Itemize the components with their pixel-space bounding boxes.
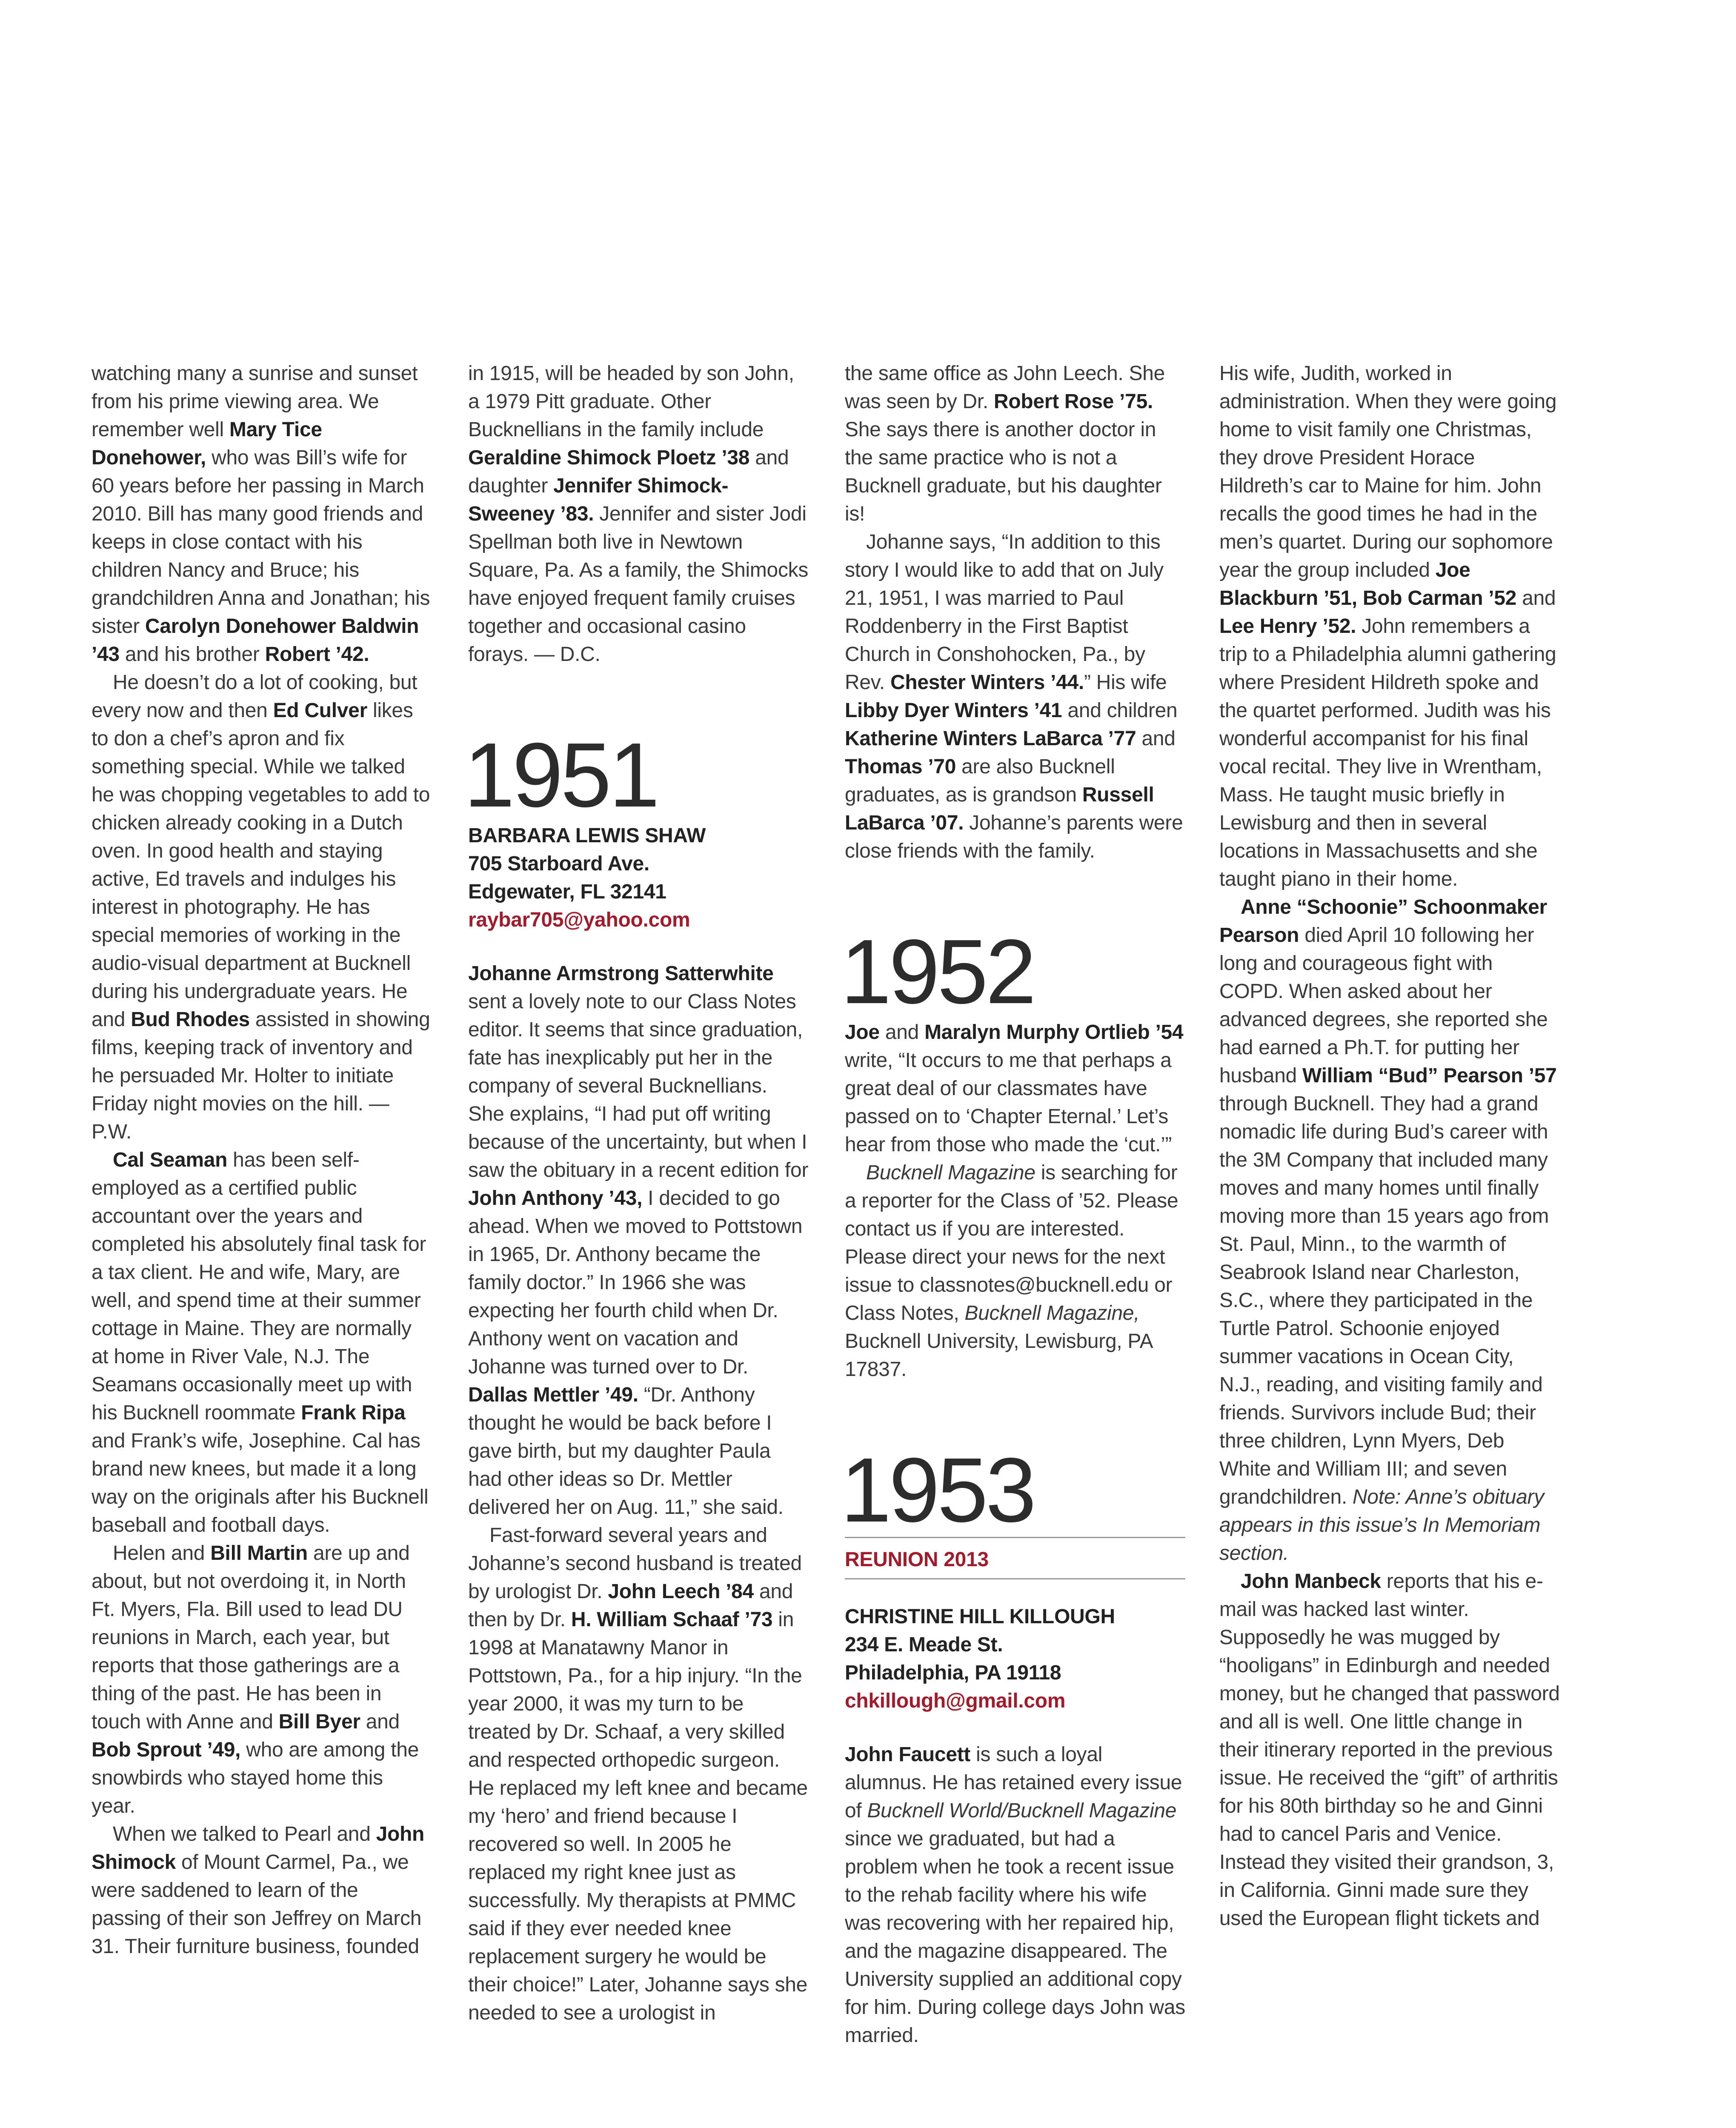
paragraph: John Manbeck reports that his e-mail was hacked last winter. Supposedly he was mugged by “hooligans” in Edinburgh and needed money, but he changed that password and all is well. One little change in their itinerary reported in the previous issue. He received the “gift” of arthritis for his 80th birthday so he and Ginni had to cancel Paris and Venice. Instead they visited their grandson, 3, in California. Ginni made sure they used the European flight tickets and bbox=[1219, 1570, 1560, 1930]
column-3 bbox=[841, 360, 1185, 2050]
paragraph: Johanne says, “In addition to this story I would like to add that on July 21, 1951, I was married to Paul Roddenberry in the First Baptist Church in Conshohocken, Pa., by Rev. Chester Winters ’44.” His wife Libby Dyer Winters ’41 and children Katherine Winters LaBarca ’77 and Thomas ’70 are also Bucknell graduates, as is grandson Russell LaBarca ’07. Johanne’s parents were close friends with the family. bbox=[845, 531, 1183, 862]
paragraph: Fast-forward several years and Johanne’s second husband is treated by urologist Dr. John Leech ’84 and then by Dr. H. William Schaaf ’73 in 1998 at Manatawny Manor in Pottstown, Pa., for a hip injury. “In the year 2000, it was my turn to be treated by Dr. Schaaf, a very skilled and respected orthopedic surgeon. He replaced my left knee and became my ‘hero’ and friend because I recovered so well. In 2005 he replaced my right knee just as successfully. My therapists at PMMC said if they ever needed knee replacement surgery he would be their choice!” Later, Johanne says she needed to see a urologist in bbox=[468, 1524, 808, 2024]
classmate-name: Katherine Winters LaBarca ’77 bbox=[845, 727, 1136, 750]
classmate-name: William “Bud” Pearson ’57 bbox=[1302, 1064, 1557, 1087]
classmate-name: Geraldine Shimock Ploetz ’38 bbox=[468, 446, 750, 469]
classmate-name: Bill Martin bbox=[210, 1542, 308, 1565]
column-2 bbox=[464, 360, 809, 2027]
paragraph: the same office as John Leech. She was seen by Dr. Robert Rose ’75. She says there is another doctor in the same practice who is not a Bucknell graduate, but his daughter is! bbox=[845, 362, 1165, 525]
reporter-email-link[interactable]: chkillough@gmail.com bbox=[845, 1690, 1066, 1712]
reporter-name: BARBARA LEWIS SHAW bbox=[468, 824, 706, 847]
paragraph: Bucknell Magazine is searching for a reporter for the Class of ’52. Please contact us if you are interested. Please direct your news for the next issue to classnotes@bucknell.edu or Class Notes, Bucknell Magazine, Bucknell University, Lewisburg, PA 17837. bbox=[845, 1161, 1178, 1381]
classmate-name: Bill Byer bbox=[278, 1710, 360, 1733]
paragraph: His wife, Judith, worked in administration. When they were going home to visit family one Christmas, they drove President Horace Hildreth’s car to Maine for him. John recalls the good times he had in the men’s quartet. During our sophomore year the group included Joe Blackburn ’51, Bob Carman ’52 and Lee Henry ’52. John remembers a trip to a Philadelphia alumni gathering where President Hildreth spoke and the quartet performed. Judith was his wonderful accompanist for his final vocal recital. They live in Wrentham, Mass. He taught music briefly in Lewisburg and then in several locations in Massachusetts and she taught piano in their home. bbox=[1219, 362, 1557, 890]
paragraph: He doesn’t do a lot of cooking, but every now and then Ed Culver likes to don a chef’s apron and fix something special. While we talked he was chopping vegetables to add to chicken already cooking in a Dutch oven. In good health and staying active, Ed travels and indulges his interest in photography. He has special memories of working in the audio-visual department at Bucknell during his undergraduate years. He and Bud Rhodes assisted in showing films, keeping track of inventory and he persuaded Mr. Holter to initiate Friday night movies on the hill. — P.W. bbox=[92, 671, 430, 1143]
reunion-label: REUNION 2013 bbox=[845, 1548, 989, 1571]
classmate-name: Thomas ’70 bbox=[845, 755, 956, 778]
paragraph: in 1915, will be headed by son John, a 1979 Pitt graduate. Other Bucknellians in the family include Geraldine Shimock Ploetz ’38 and daughter Jennifer Shimock-Sweeney ’83. Jennifer and sister Jodi Spellman both live in Newtown Square, Pa. As a family, the Shimocks have enjoyed frequent family cruises together and occasional casino forays. — D.C. bbox=[468, 362, 809, 666]
classmate-name: Lee Henry ’52. bbox=[1219, 615, 1356, 638]
classmate-name: Libby Dyer Winters ’41 bbox=[845, 699, 1062, 722]
classmate-name: Russell LaBarca ’07. bbox=[845, 784, 1154, 834]
paragraph: John Faucett is such a loyal alumnus. He has retained every issue of Bucknell World/Bucknell Magazine since we graduated, but had a problem when he took a recent issue to the rehab facility where his wife was recovering with her repaired hip, and the magazine disappeared. The University supplied an additional copy for him. During college days John was married. bbox=[845, 1743, 1185, 2047]
classmate-name: Robert Rose ’75. bbox=[994, 390, 1153, 413]
classmate-name: Johanne Armstrong Satterwhite bbox=[468, 962, 774, 985]
paragraph: watching many a sunrise and sunset from his prime viewing area. We remember well Mary Tice Donehower, who was Bill’s wife for 60 years before her passing in March 2010. Bill has many good friends and keeps in close contact with his children Nancy and Bruce; his grandchildren Anna and Jonathan; his sister Carolyn Donehower Baldwin ’43 and his brother Robert ’42. bbox=[92, 362, 430, 666]
classmate-name: H. William Schaaf ’73 bbox=[571, 1608, 773, 1631]
paragraph: Helen and Bill Martin are up and about, but not overdoing it, in North Ft. Myers, Fla. Bill used to lead DU reunions in March, each year, but reports that those gatherings are a thing of the past. He has been in touch with Anne and Bill Byer and Bob Sprout ’49, who are among the snowbirds who stayed home this year. bbox=[92, 1542, 419, 1817]
classmate-name: Mary Tice Donehower, bbox=[92, 418, 322, 469]
paragraph: Joe and Maralyn Murphy Ortlieb ’54 write, “It occurs to me that perhaps a great deal of our classmates have passed on to ‘Chapter Eternal.’ Let’s hear from those who made the ‘cut.’” bbox=[845, 1021, 1184, 1156]
class-year-heading: 1953 bbox=[841, 1439, 1034, 1541]
classmate-name: Bud Rhodes bbox=[131, 1008, 250, 1031]
paragraph: Cal Seaman has been self-employed as a certified public accountant over the years and completed his absolutely final task for a tax client. He and wife, Mary, are well, and spend time at their summer cottage in Maine. They are normally at home in River Vale, N.J. The Seamans occasionally meet up with his Bucknell roommate Frank Ripa and Frank’s wife, Josephine. Cal has brand new knees, but made it a long way on the originals after his Bucknell baseball and football days. bbox=[92, 1149, 429, 1536]
classmate-name: Frank Ripa bbox=[301, 1402, 406, 1424]
classmate-name: John Faucett bbox=[845, 1743, 971, 1766]
classmate-name: John Anthony ’43, bbox=[468, 1187, 643, 1210]
paragraph: Johanne Armstrong Satterwhite sent a lovely note to our Class Notes editor. It seems that since graduation, fate has inexplicably put her in the company of several Bucknellians. She explains, “I had put off writing because of the uncertainty, but when I saw the obituary in a recent edition for John Anthony ’43, I decided to go ahead. When we moved to Pottstown in 1965, Dr. Anthony became the family doctor.” In 1966 she was expecting her fourth child when Dr. Anthony went on vacation and Johanne was turned over to Dr. Dallas Mettler ’49. “Dr. Anthony thought he would be back before I gave birth, but my daughter Paula had other ideas so Dr. Mettler delivered her on Aug. 11,” she said. bbox=[468, 962, 809, 1519]
column-1 bbox=[92, 360, 432, 1961]
reporter-city: Edgewater, FL 32141 bbox=[468, 881, 666, 903]
class-reporter-contact bbox=[468, 822, 809, 934]
column-4 bbox=[1219, 360, 1560, 1933]
class-reporter-contact bbox=[845, 1603, 1185, 1715]
classmate-name: Joe bbox=[845, 1021, 880, 1044]
section-divider bbox=[845, 1578, 1185, 1579]
class-year-heading: 1951 bbox=[464, 724, 658, 826]
reporter-name: CHRISTINE HILL KILLOUGH bbox=[845, 1605, 1115, 1628]
classmate-name: Chester Winters ’44. bbox=[890, 671, 1084, 694]
paragraph: Anne “Schoonie” Schoonmaker Pearson died April 10 following her long and courageous fight with COPD. When asked about her advanced degrees, she reported she had earned a Ph.T. for putting her husband William “Bud” Pearson ’57 through Bucknell. They had a grand nomadic life during Bud’s career with the 3M Company that included many moves and many homes until finally moving more than 15 years ago from St. Paul, Minn., to the warmth of Seabrook Island near Charleston, S.C., where they participated in the Turtle Patrol. Schoonie enjoyed summer vacations in Ocean City, N.J., reading, and visiting family and friends. Survivors include Bud; their three children, Lynn Myers, Deb White and William III; and seven grandchildren. Note: Anne’s obituary appears in this issue’s In Memoriam section. bbox=[1219, 896, 1557, 1565]
reporter-street: 234 E. Meade St. bbox=[845, 1633, 1003, 1656]
classmate-name: Anne “Schoonie” Schoonmaker Pearson bbox=[1219, 896, 1547, 947]
reporter-email-link[interactable]: raybar705@yahoo.com bbox=[468, 909, 690, 931]
classmate-name: Ed Culver bbox=[273, 699, 367, 722]
paragraph: When we talked to Pearl and John Shimock of Mount Carmel, Pa., we were saddened to learn of the passing of their son Jeffrey on March 31. Their furniture business, founded bbox=[92, 1823, 425, 1958]
classmate-name: John Leech ’84 bbox=[608, 1580, 754, 1603]
classmate-name: Robert ’42. bbox=[265, 643, 369, 666]
classmate-name: Bob Sprout ’49, bbox=[92, 1739, 241, 1761]
classmate-name: John Manbeck bbox=[1241, 1570, 1381, 1593]
classmate-name: Dallas Mettler ’49. bbox=[468, 1384, 638, 1406]
classmate-name: Joe Blackburn ’51, Bob Carman ’52 bbox=[1219, 559, 1517, 609]
reporter-city: Philadelphia, PA 19118 bbox=[845, 1662, 1061, 1684]
classmate-name: John Shimock bbox=[92, 1823, 425, 1873]
classmate-name: Jennifer Shimock-Sweeney ’83. bbox=[468, 475, 729, 525]
classmate-name: Cal Seaman bbox=[113, 1149, 228, 1171]
class-year-heading: 1952 bbox=[841, 920, 1034, 1023]
classmate-name: Carolyn Donehower Baldwin ’43 bbox=[92, 615, 419, 666]
reporter-street: 705 Starboard Ave. bbox=[468, 852, 649, 875]
classmate-name: Maralyn Murphy Ortlieb ’54 bbox=[924, 1021, 1184, 1044]
